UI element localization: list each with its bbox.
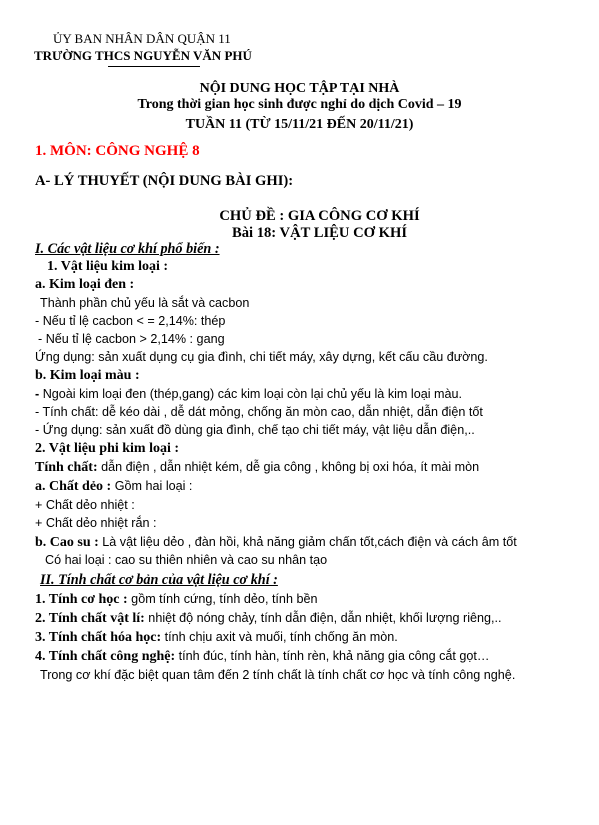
topic-title: CHỦ ĐỀ : GIA CÔNG CƠ KHÍ [219, 208, 420, 224]
nonmetal-properties-label: Tính chất: [35, 460, 98, 475]
thermoplastic: + Chất dẻo nhiệt : [35, 498, 135, 512]
property-text: tính chịu axit và muối, tính chống ăn mòn. [161, 630, 398, 644]
property-label: 4. Tính chất công nghệ: [35, 649, 176, 664]
conclusion: Trong cơ khí đặc biệt quan tâm đến 2 tính chất là tính chất cơ học và tính công nghệ. [40, 668, 516, 682]
property-item [35, 647, 490, 666]
property-text: gồm tính cứng, tính dẻo, tính bền [127, 592, 318, 606]
plastic-intro: Gồm hai loại : [111, 479, 193, 493]
plastic-line [35, 477, 192, 496]
nonmetal-properties [35, 458, 479, 477]
definition-text: Ngoài kim loại đen (thép,gang) các kim loại còn lại chủ yếu là kim loại màu. [42, 387, 462, 401]
property-text: nhiệt độ nóng chảy, tính dẫn điện, dẫn nhiệt, khối lượng riêng,.. [144, 611, 502, 625]
ferrous-usage: Ứng dụng: sản xuất dụng cụ gia đình, chi tiết máy, xây dựng, kết cấu cầu đường. [35, 350, 488, 364]
part1-heading: I. Các vật liệu cơ khí phổ biến : [35, 241, 220, 257]
plastic-heading: a. Chất dẻo : [35, 479, 112, 494]
subject-heading: 1. MÔN: CÔNG NGHỆ 8 [35, 143, 200, 159]
property-item [35, 590, 317, 609]
rubber-line [35, 533, 517, 552]
ferrous-heading: a. Kim loại đen : [35, 277, 135, 292]
property-label: 2. Tính chất vật lí: [35, 611, 145, 626]
ferrous-steel: - Nếu tỉ lệ cacbon < = 2,14%: thép [35, 314, 226, 328]
property-item [35, 609, 502, 628]
part2-heading: II. Tính chất cơ bản của vật liệu cơ khí : [40, 572, 278, 588]
header-committee: ỦY BAN NHÂN DÂN QUẬN 11 [53, 31, 231, 46]
header-underline [108, 66, 200, 67]
rubber-description: Là vật liệu dẻo , đàn hồi, khả năng giảm chấn tốt,cách điện và cách âm tốt [98, 535, 517, 549]
metal-heading: 1. Vật liệu kim loại : [47, 259, 169, 274]
section-a-heading: A- LÝ THUYẾT (NỘI DUNG BÀI GHI): [35, 173, 294, 189]
property-item [35, 628, 398, 647]
nonmetal-heading: 2. Vật liệu phi kim loại : [35, 441, 180, 456]
nonferrous-heading: b. Kim loại màu : [35, 368, 140, 383]
thermoset: + Chất dẻo nhiệt rắn : [35, 516, 157, 530]
doc-subtitle: Trong thời gian học sinh được nghỉ do dịch Covid – 19 [137, 97, 462, 112]
doc-title: NỘI DUNG HỌC TẬP TẠI NHÀ [199, 81, 400, 96]
ferrous-cast-iron: - Nếu tỉ lệ cacbon > 2,14% : gang [38, 332, 225, 346]
lesson-title: Bài 18: VẬT LIỆU CƠ KHÍ [231, 225, 408, 241]
property-text: tính đúc, tính hàn, tính rèn, khả năng gia công cắt gọt… [175, 649, 490, 663]
nonmetal-properties-text: dẫn điện , dẫn nhiệt kém, dễ gia công , không bị oxi hóa, ít mài mòn [97, 460, 480, 474]
property-label: 1. Tính cơ học : [35, 592, 128, 607]
ferrous-composition: Thành phần chủ yếu là sắt và cacbon [40, 296, 250, 310]
nonferrous-properties: - Tính chất: dễ kéo dài , dễ dát mỏng, chống ăn mòn cao, dẫn nhiệt, dẫn điện tốt [35, 405, 483, 419]
doc-week: TUẦN 11 (TỪ 15/11/21 ĐẾN 20/11/21) [185, 117, 414, 132]
rubber-heading: b. Cao su : [35, 535, 99, 550]
rubber-types: Có hai loại : cao su thiên nhiên và cao su nhân tạo [45, 553, 328, 567]
nonferrous-definition [35, 385, 462, 403]
header-school: TRƯỜNG THCS NGUYỄN VĂN PHÚ [34, 48, 252, 63]
nonferrous-usage: - Ứng dụng: sản xuất đồ dùng gia đình, chế tạo chi tiết máy, vật liệu dẫn điện,.. [35, 423, 475, 437]
definition-dash: - [35, 387, 43, 401]
property-label: 3. Tính chất hóa học: [35, 630, 162, 645]
